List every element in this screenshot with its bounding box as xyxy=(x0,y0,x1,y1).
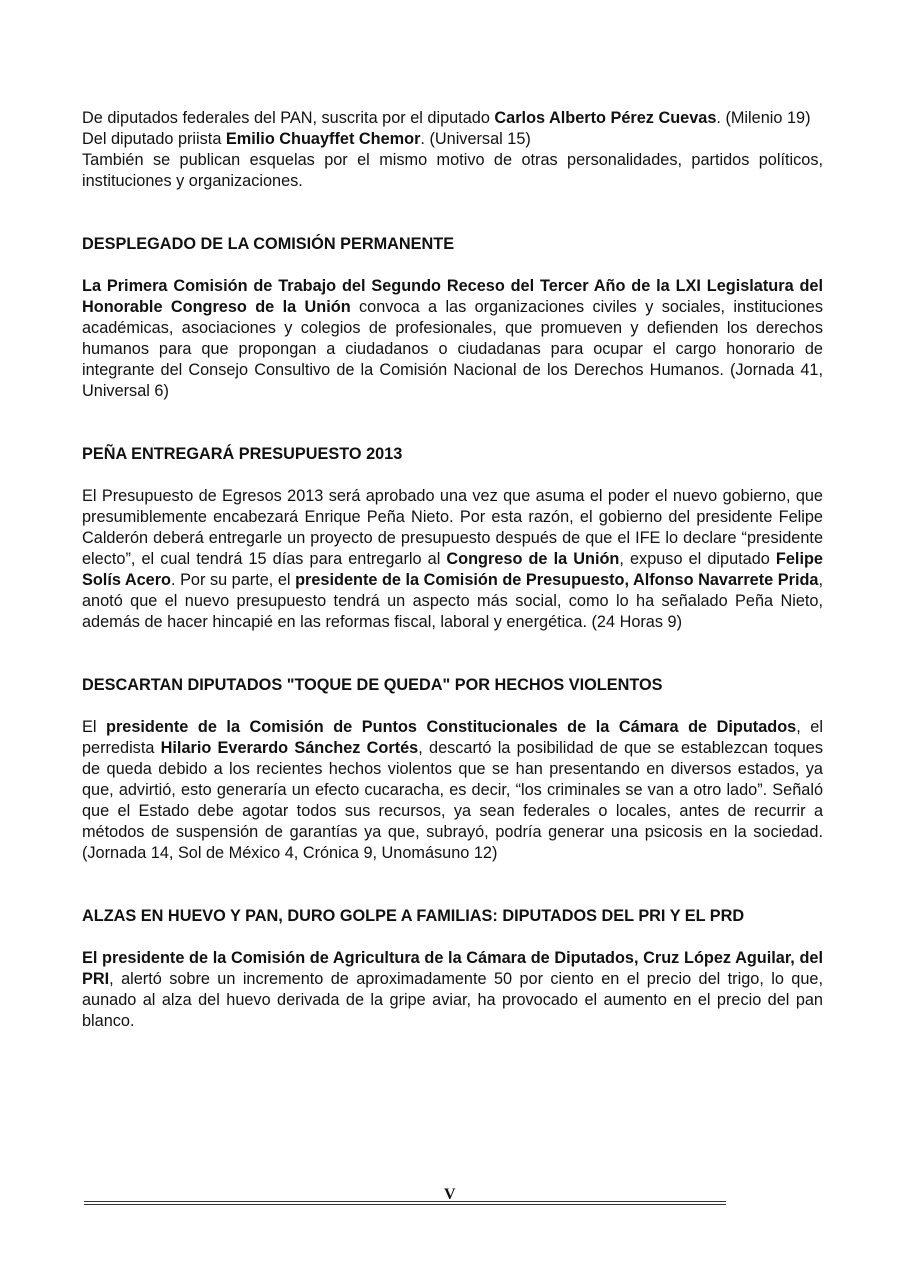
section-heading-3: DESCARTAN DIPUTADOS "TOQUE DE QUEDA" POR HECHOS VIOLENTOS xyxy=(82,676,663,694)
text-run: , expuso el diputado xyxy=(619,550,776,568)
document-page xyxy=(82,108,823,1032)
text-run: . (Milenio 19) xyxy=(716,109,811,127)
text-run: , anotó que el nuevo presupuesto tendrá un aspecto más social, como lo ha señalado Peña Nieto, además de hacer hincapié en las reformas fiscal, laboral y energética. (24 Horas 9) xyxy=(82,571,824,631)
intro-paragraph-3: También se publican esquelas por el mismo motivo de otras personalidades, partidos políticos, instituciones y organizaciones. xyxy=(82,151,823,190)
bold-text: presidente de la Comisión de Presupuesto, Alfonso Navarrete Prida xyxy=(295,571,819,589)
bold-text: El presidente de la Comisión de Agricultura de la Cámara de Diputados, Cruz López Aguilar, del PRI xyxy=(82,949,823,988)
section-body-4 xyxy=(82,948,823,1032)
section-heading-1: DESPLEGADO DE LA COMISIÓN PERMANENTE xyxy=(82,235,455,253)
section-body-1 xyxy=(82,276,823,402)
section-body-2 xyxy=(82,486,823,633)
section-heading-4: ALZAS EN HUEVO Y PAN, DURO GOLPE A FAMILIAS: DIPUTADOS DEL PRI Y EL PRD xyxy=(82,907,745,925)
bold-text: Congreso de la Unión xyxy=(446,550,620,568)
page-number: V xyxy=(444,1186,456,1203)
text-run: El Presupuesto de Egresos 2013 será aprobado una vez que asuma el poder el nuevo gobierno, que presumiblemente encabezará Enrique Peña Nieto. Por esta razón, el gobierno del presidente Felipe Calderón deberá entregarle un proyecto de presupuesto después de que el IFE lo declare “presidente electo”, el cual tendrá 15 días para entregarlo al xyxy=(82,487,823,568)
text-run: De diputados federales del PAN, suscrita por el diputado xyxy=(82,109,495,127)
intro-paragraph-1 xyxy=(82,108,823,129)
text-run: , descartó la posibilidad de que se establezcan toques de queda debido a los recientes hechos violentos que se han presentando en diversos estados, ya que, advirtió, esto generaría un efecto cucaracha, es decir, “los criminales se van a otro lado”. Señaló que el Estado debe agotar todos sus recursos, ya sean federales o locales, antes de recurrir a métodos de suspensión de garantías ya que, subrayó, podría generar una psicosis en la sociedad. (Jornada 14, Sol de México 4, Crónica 9, Unomásuno 12) xyxy=(82,739,823,862)
bold-name: Emilio Chuayffet Chemor xyxy=(225,130,421,148)
text-run: . Por su parte, el xyxy=(171,571,296,589)
section-body-3 xyxy=(82,717,823,864)
text-run: , alertó sobre un incremento de aproximadamente 50 por ciento en el precio del trigo, lo que, aunado al alza del huevo derivada de la gripe aviar, ha provocado el aumento en el precio del pan blanco. xyxy=(82,970,823,1030)
bold-name: Carlos Alberto Pérez Cuevas xyxy=(494,109,717,127)
text-run: El xyxy=(82,718,107,736)
text-run: convoca a las organizaciones civiles y sociales, instituciones académicas, asociaciones y colegios de profesionales, que promueven y defienden los derechos humanos para que propongan a ciudadanos o ciudadanas para ocupar el cargo honorario de integrante del Consejo Consultivo de la Comisión Nacional de los Derechos Humanos. (Jornada 41, Universal 6) xyxy=(82,298,823,400)
text-run: , el perredista xyxy=(82,718,823,757)
bold-text: Hilario Everardo Sánchez Cortés xyxy=(160,739,419,757)
text-run: Del diputado priista xyxy=(82,130,226,148)
intro-paragraph-2 xyxy=(82,129,823,150)
bold-text: La Primera Comisión de Trabajo del Segundo Receso del Tercer Año de la LXI Legislatura del Honorable Congreso de la Unión xyxy=(82,277,823,316)
footer-rule xyxy=(84,1201,726,1205)
bold-text: Felipe Solís Acero xyxy=(82,550,823,589)
bold-text: presidente de la Comisión de Puntos Constitucionales de la Cámara de Diputados xyxy=(106,718,797,736)
text-run: . (Universal 15) xyxy=(420,130,531,148)
section-heading-2: PEÑA ENTREGARÁ PRESUPUESTO 2013 xyxy=(82,445,403,463)
